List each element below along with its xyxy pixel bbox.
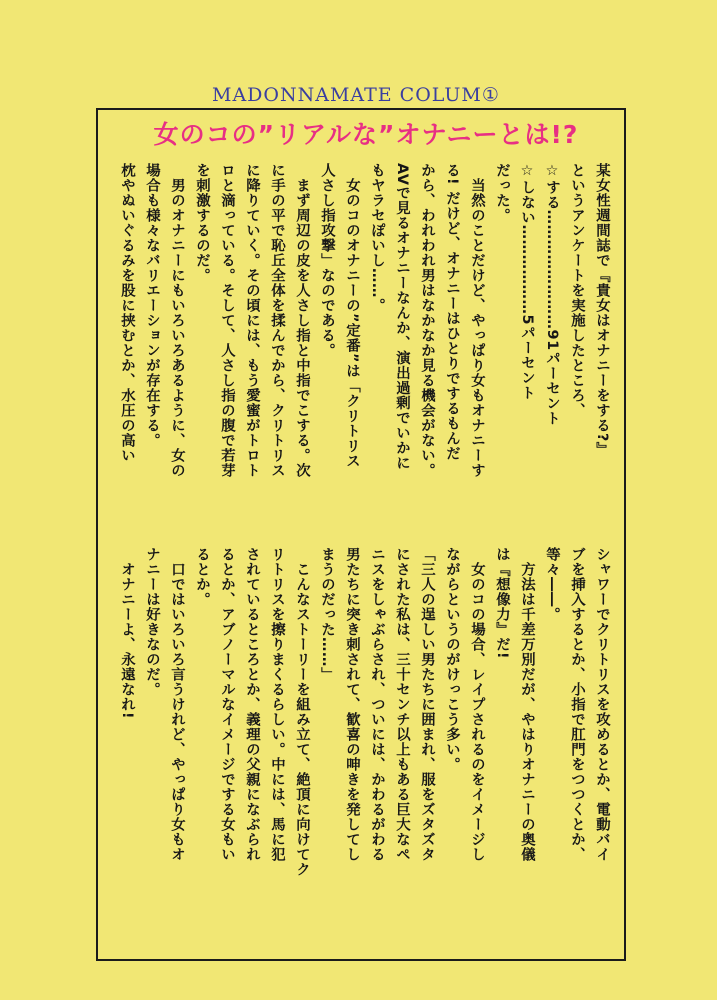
- body-line: は『想像力』だ!: [494, 547, 510, 660]
- body-line: る! だけど、オナニーはひとりでするもんだ: [444, 163, 460, 461]
- body-line: 「三人の逞しい男たちに囲まれ、服をズタズタ: [419, 547, 435, 862]
- body-line: るとか、アブノーマルなイメージでする女もい: [219, 547, 235, 862]
- body-line: 某女性週間誌で『貴女はオナニーをする?』: [594, 163, 610, 457]
- body-line: 男たちに突き刺されて、歓喜の呻きを発してし: [344, 547, 360, 862]
- body-line: を刺激するのだ。: [194, 163, 210, 283]
- body-line: に手の平で恥丘全体を揉んでから、クリトリス: [269, 163, 285, 478]
- body-line: に降りていく。その頃には、もう愛蜜がトロト: [244, 163, 260, 478]
- article-title: 女のコの”リアルな”オナニーとは!?: [153, 120, 579, 149]
- body-line: 女のコのオナニーの”定番”は「クリトリス: [344, 163, 360, 469]
- body-line: まず周辺の皮を人さし指と中指でこする。次: [294, 163, 310, 478]
- body-line: るとか。: [194, 547, 210, 607]
- body-line: まうのだった……」: [319, 547, 335, 682]
- body-line: もヤラセぽいし……。: [369, 163, 385, 313]
- body-line: シャワーでクリトリスを攻めるとか、電動バイ: [594, 547, 610, 862]
- body-line: だった。: [494, 163, 510, 223]
- column-series-title: MADONNAMATE COLUM①: [212, 84, 500, 106]
- body-line: 人さし指攻撃」なのである。: [319, 163, 335, 358]
- body-line: ☆する……………………91パーセント: [544, 163, 560, 426]
- body-line: にされた私は、三十センチ以上もある巨大なペ: [394, 547, 410, 862]
- body-line: というアンケートを実施したところ、: [569, 163, 585, 418]
- body-line: から、われわれ男はなかなか見る機会がない。: [419, 163, 435, 478]
- body-line: 枕やぬいぐるみを股に挟むとか、水圧の高い: [119, 163, 135, 463]
- body-line: 当然のことだけど、やっぱり女もオナニーす: [469, 163, 485, 478]
- body-line: されているところとか、義理の父親になぶられ: [244, 547, 260, 862]
- body-line: こんなストーリーを組み立て、絶頂に向けてク: [294, 547, 310, 877]
- body-line: 女のコの場合、レイプされるのをイメージし: [469, 547, 485, 862]
- body-line: 口ではいろいろ言うけれど、やっぱり女もオ: [169, 547, 185, 862]
- body-line: 方法は千差万別だが、やはりオナニーの奥儀: [519, 547, 535, 862]
- body-line: 男のオナニーにもいろいろあるように、女の: [169, 163, 185, 478]
- body-line: ナニーは好きなのだ。: [144, 547, 160, 697]
- body-line: オナニーよ、永遠なれ!: [119, 547, 135, 720]
- article-body-bottom: [108, 547, 614, 947]
- body-line: ロと滴っている。そして、人さし指の腹で若芽: [219, 163, 235, 478]
- body-line: リトリスを擦りまくるらしい。中には、馬に犯: [269, 547, 285, 862]
- body-line: ニスをしゃぶらされ、ついには、かわるがわる: [369, 547, 385, 862]
- body-line: ながらというのがけっこう多い。: [444, 547, 460, 772]
- article-body-top: [108, 163, 614, 541]
- body-line: ブを挿入するとか、小指で肛門をつつくとか、: [569, 547, 585, 862]
- body-line: 等々――。: [544, 547, 560, 622]
- body-line: 場合も様々なバリエーションが存在する。: [144, 163, 160, 448]
- body-line: AVで見るオナニーなんか、演出過剰でいかに: [394, 163, 410, 471]
- body-line: ☆しない………………5パーセント: [519, 163, 535, 401]
